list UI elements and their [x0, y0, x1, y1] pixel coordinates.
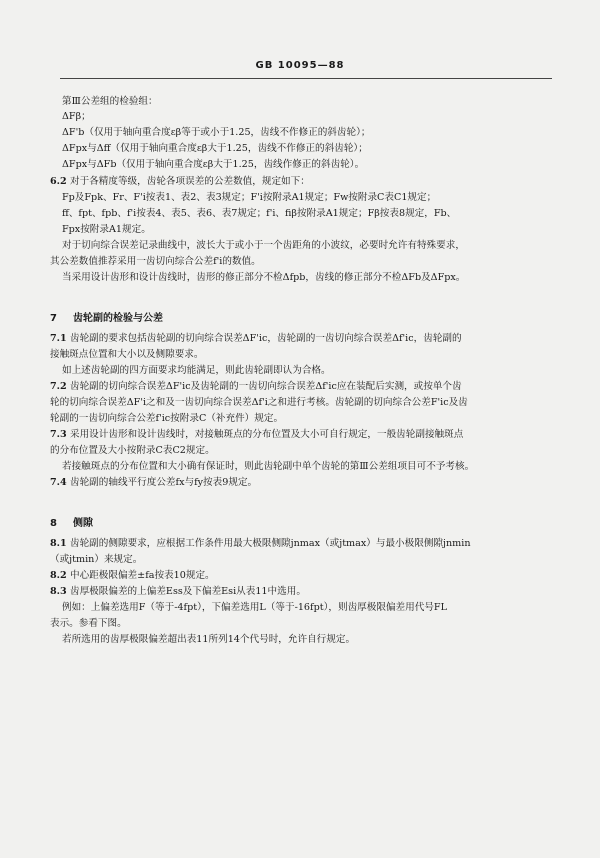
- text-line: Fp及Fpk、Fr、F'i按表1、表2、表3规定；F'i按附录A1规定；Fw按附录C表C1规定；: [62, 192, 437, 203]
- page-header: GB 10095—88: [255, 60, 345, 71]
- text-line: ΔF'b（仅用于轴向重合度εβ等于或小于1.25，齿线不作修正的斜齿轮）；: [62, 127, 371, 138]
- text-line: 对于切向综合误差记录曲线中，波长大于或小于一个齿距角的小波纹，必要时允许有特殊要求，: [62, 240, 465, 251]
- text-line: 齿厚极限偏差的上偏差Ess及下偏差Esi从表11中选用。: [70, 586, 306, 597]
- text-line: 接触斑点位置和大小以及侧隙要求。: [50, 349, 204, 360]
- section-number: 8: [50, 518, 57, 529]
- text-line: Fpx按附录A1规定。: [62, 224, 151, 235]
- clause-number: 8.2: [50, 570, 67, 581]
- clause-number: 6.2: [50, 176, 67, 187]
- clause-number: 8.3: [50, 586, 67, 597]
- clause-number: 7.2: [50, 381, 67, 392]
- clause-number: 7.3: [50, 429, 67, 440]
- clause-number: 8.1: [50, 538, 67, 549]
- text-line: 中心距极限偏差±fa按表10规定。: [70, 570, 215, 581]
- text-line: 齿轮副的切向综合误差ΔF'ic及齿轮副的一齿切向综合误差Δf'ic应在装配后实测，或按单个齿: [70, 381, 462, 392]
- section-number: 7: [50, 313, 57, 324]
- text-line: ΔFpx与ΔFb（仅用于轴向重合度εβ大于1.25，齿线作修正的斜齿轮）。: [62, 159, 365, 170]
- text-line: 齿轮副的侧隙要求，应根据工作条件用最大极限侧隙jnmax（或jtmax）与最小极限侧隙jnmin: [70, 538, 471, 549]
- text-line: ff、fpt、fpb、f'i按表4、表5、表6、表7规定；f'i、fiβ按附录A1规定；Fβ按表8规定，Fb、: [62, 208, 457, 219]
- clause-number: 7.4: [50, 477, 67, 488]
- text-line: 采用设计齿形和设计齿线时，对接触斑点的分布位置及大小可自行规定，一般齿轮副接触斑点: [70, 429, 464, 440]
- header-rule: [60, 78, 552, 79]
- text-line: ΔFβ；: [62, 111, 91, 122]
- text-line: 若接触斑点的分布位置和大小确有保证时，则此齿轮副中单个齿轮的第Ⅲ公差组项目可不予考核。: [62, 461, 475, 472]
- text-line: 第Ⅲ公差组的检验组：: [62, 96, 158, 107]
- text-line: 表示。参看下图。: [50, 618, 127, 629]
- text-line: 齿轮副的轴线平行度公差fx与fy按表9规定。: [70, 477, 258, 488]
- text-line: 轮的切向综合误差ΔF'i之和及一齿切向综合误差Δf'i之和进行考核。齿轮副的切向综合公差F'ic及齿: [50, 397, 468, 408]
- section-title: 齿轮副的检验与公差: [72, 313, 163, 324]
- text-line: 若所选用的齿厚极限偏差超出表11所列14个代号时，允许自行规定。: [62, 634, 356, 645]
- text-line: 其公差数值推荐采用一齿切向综合公差f'i的数值。: [50, 256, 261, 267]
- section-heading: [50, 309, 163, 324]
- text-line: 当采用设计齿形和设计齿线时，齿形的修正部分不检Δfpb，齿线的修正部分不检ΔFb及ΔFpx。: [62, 272, 466, 283]
- text-line: （或jtmin）来规定。: [50, 554, 143, 565]
- section-title: 侧隙: [72, 518, 93, 529]
- text-line: 如上述齿轮副的四方面要求均能满足，则此齿轮副即认为合格。: [62, 365, 331, 376]
- text-line: 的分布位置及大小按附录C表C2规定。: [50, 445, 215, 456]
- text-line: ΔFpx与Δff（仅用于轴向重合度εβ大于1.25，齿线不作修正的斜齿轮）；: [62, 143, 368, 154]
- text-line: 对于各精度等级，齿轮各项误差的公差数值，规定如下：: [70, 176, 310, 187]
- text-line: 轮副的一齿切向综合公差f'ic按附录C（补充件）规定。: [50, 413, 284, 424]
- text-line: 例如：上偏差选用F（等于-4fpt），下偏差选用L（等于-16fpt），则齿厚极限偏差用代号FL: [62, 602, 447, 613]
- clause-number: 7.1: [50, 333, 67, 344]
- text-line: 齿轮副的要求包括齿轮副的切向综合误差ΔF'ic，齿轮副的一齿切向综合误差Δf'ic，齿轮副的: [70, 333, 462, 344]
- section-heading: [50, 514, 93, 529]
